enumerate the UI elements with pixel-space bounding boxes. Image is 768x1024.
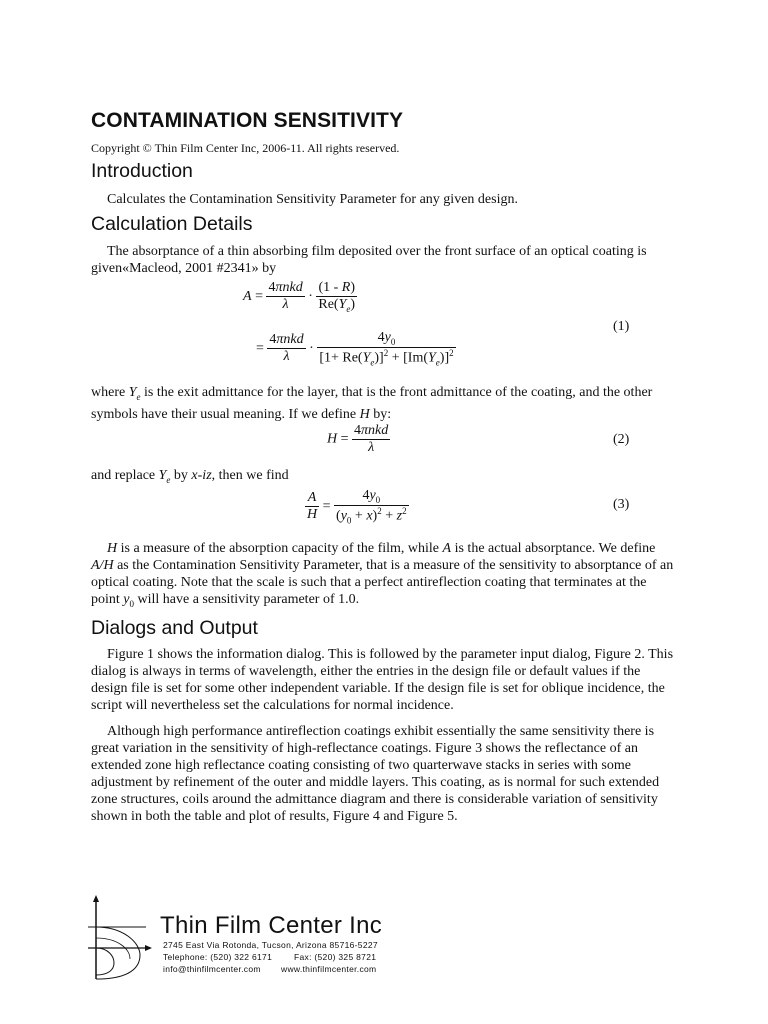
- page-title: CONTAMINATION SENSITIVITY: [91, 109, 404, 132]
- equation-3-number: (3): [613, 497, 630, 512]
- company-name: Thin Film Center Inc: [160, 912, 383, 939]
- calculation-paragraph-3: and replace $Y_e$ by x-iz, then we find: [91, 468, 289, 485]
- calculation-paragraph-2: where $Y_e$ is the exit admittance for the layer, that is the front admittance of the coating, and the other symbols have their usual meaning. If we define H by:: [91, 385, 653, 422]
- introduction-text: Calculates the Contamination Sensitivity Parameter for any given design.: [107, 192, 518, 207]
- calculation-details-heading: Calculation Details: [91, 213, 253, 235]
- dialogs-paragraph-2: Although high performance antireflection coatings exhibit essentially the same sensitivity there is great variation in the sensitivity of high-reflectance coatings. Figure 3 shows the reflectance of an extended zone high reflectance coating consisting of two quarterwave stacks in series with some adjustment by refinement of the outer and middle layers. This coating, as is normal for such extended zone structures, coils around the admittance diagram and there is considerable variation of sensitivity shown in both the table and plot of results, Figure 4 and Figure 5.: [91, 724, 660, 824]
- company-website: www.thinfilmcenter.com: [281, 964, 377, 974]
- equation-1-line-1: A = $\frac{\text{4πnkd}}{\lambda}$ · $\frac{(1 - R)}{Re(Y_e)}$: [243, 280, 356, 314]
- equation-2-number: (2): [613, 432, 630, 447]
- equation-1-number: (1): [613, 319, 630, 334]
- calculation-paragraph-4: H is a measure of the absorption capacity of the film, while A is the actual absorptance. We define A/H as the Contamination Sensitivity Parameter, that is a measure of the sensitivity to absorptance of an optical coating. Note that the scale is such that a perfect antireflection coating that terminates at the point $y_0$ will have a sensitivity parameter of 1.0.: [91, 541, 674, 609]
- company-fax: Fax: (520) 325 8721: [294, 952, 377, 962]
- company-email: info@thinfilmcenter.com: [163, 964, 261, 974]
- company-telephone: Telephone: (520) 322 6171: [163, 952, 273, 962]
- introduction-heading: Introduction: [91, 160, 193, 182]
- dialogs-paragraph-1: Figure 1 shows the information dialog. This is followed by the parameter input dialog, Figure 2. This dialog is always in terms of wavelength, either the entries in the design file or default values if the design file is set for some other independent variable. If the design file is set for oblique incidence, the script will nevertheless set the calculations for normal incidence.: [91, 647, 674, 713]
- dialogs-output-heading: Dialogs and Output: [91, 617, 258, 639]
- copyright-notice: Copyright © Thin Film Center Inc, 2006-11. All rights reserved.: [91, 141, 400, 155]
- equation-2: H = $\frac{\text{4πnkd}}{\lambda}$: [327, 423, 389, 455]
- company-address: 2745 East Via Rotonda, Tucson, Arizona 85716-5227: [163, 940, 378, 950]
- equation-3: $\frac{A}{H}$ = $\frac{4y_0}{(y_0 + x)^2 + z^2}$: [307, 488, 407, 526]
- calculation-paragraph-1: The absorptance of a thin absorbing film deposited over the front surface of an optical coating is given«Macleod, 2001 #2341» by: [91, 244, 647, 276]
- equation-1-line-2: = $\frac{\text{4πnkd}}{\lambda}$ · $\frac{4y_0}{[1+ Re(Y_e)]^2 + [Im(Y_e)]^2}$: [256, 330, 454, 368]
- company-logo-icon: [84, 893, 154, 983]
